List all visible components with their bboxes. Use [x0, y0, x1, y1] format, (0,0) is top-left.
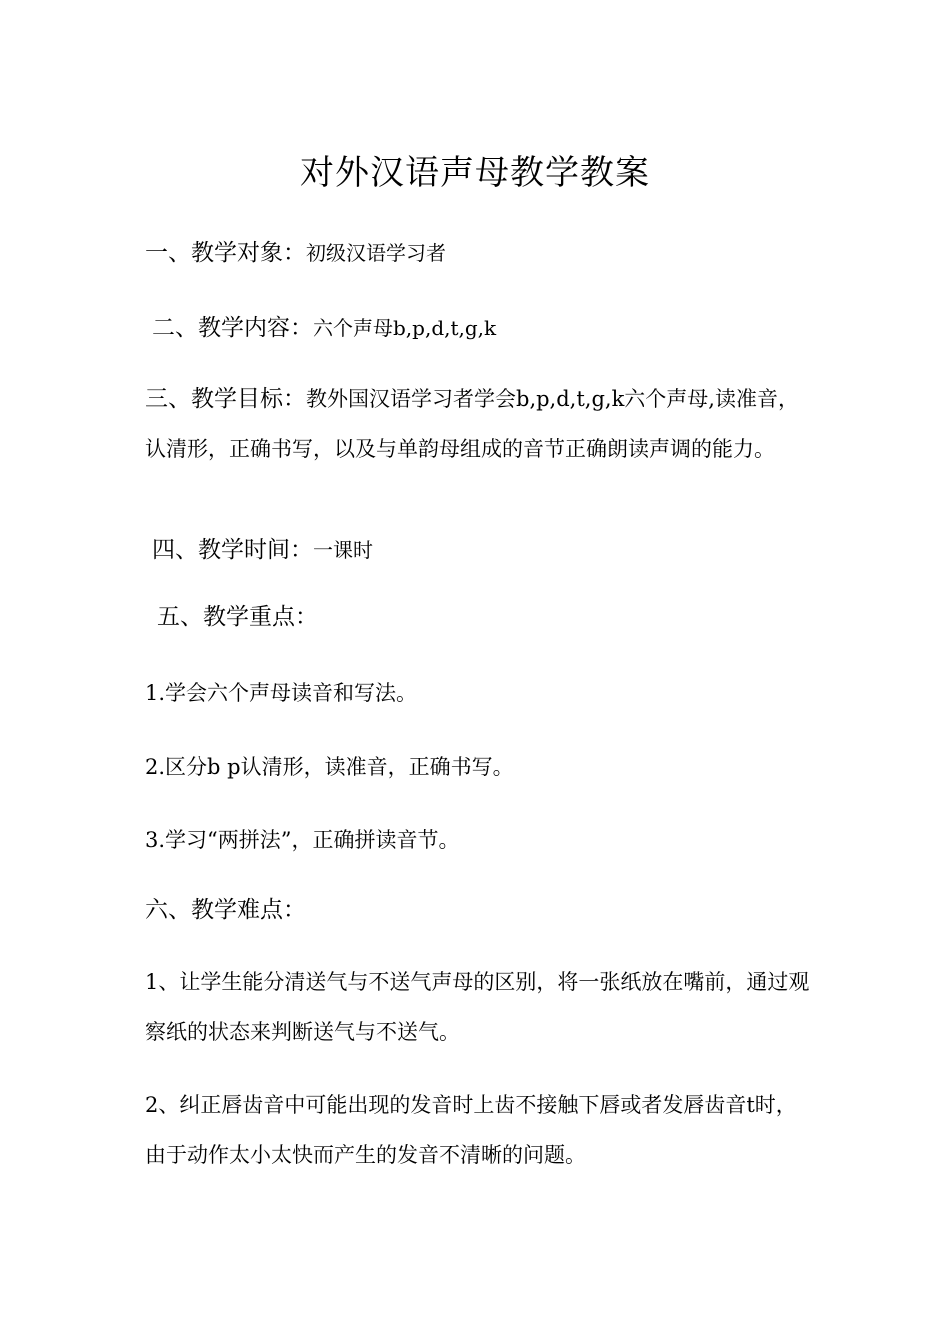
- section-heading: 六、教学难点：: [145, 897, 306, 923]
- section-teaching-goals: [145, 374, 810, 474]
- section-key-points: [157, 602, 827, 632]
- section-value: 六个声母b,p,d,t,g,k: [313, 316, 497, 340]
- section-value: 教外国汉语学习者学会b,p,d,t,g,k六个声母,读准音，认清形，正确书写，以及与单韵母组成的音节正确朗读声调的能力。: [145, 387, 799, 461]
- section-heading: 一、教学对象：: [145, 240, 306, 266]
- list-item: 1.学会六个声母读音和写法。: [145, 681, 418, 705]
- section-teaching-time: [152, 535, 822, 565]
- section-teaching-content: [152, 313, 822, 343]
- section-difficulties: [145, 895, 815, 925]
- section-value: 一课时: [313, 538, 373, 562]
- list-item: 2.区分b p认清形，读准音，正确书写。: [145, 755, 514, 779]
- list-item: 3.学习“两拼法”，正确拼读音节。: [145, 828, 460, 852]
- list-item: 1、让学生能分清送气与不送气声母的区别，将一张纸放在嘴前，通过观察纸的状态来判断送气与不送气。: [145, 970, 810, 1044]
- section-teaching-target: [145, 238, 815, 268]
- section-heading: 三、教学目标：: [145, 386, 306, 412]
- list-item: 2、纠正唇齿音中可能出现的发音时上齿不接触下唇或者发唇齿音t时，由于动作太小太快而产生的发音不清晰的问题。: [145, 1093, 797, 1167]
- section-heading: 二、教学内容：: [152, 315, 313, 341]
- section-heading: 四、教学时间：: [152, 537, 313, 563]
- section-value: 初级汉语学习者: [306, 241, 446, 265]
- document-title: 对外汉语声母教学教案: [300, 153, 650, 193]
- section-heading: 五、教学重点：: [157, 604, 318, 630]
